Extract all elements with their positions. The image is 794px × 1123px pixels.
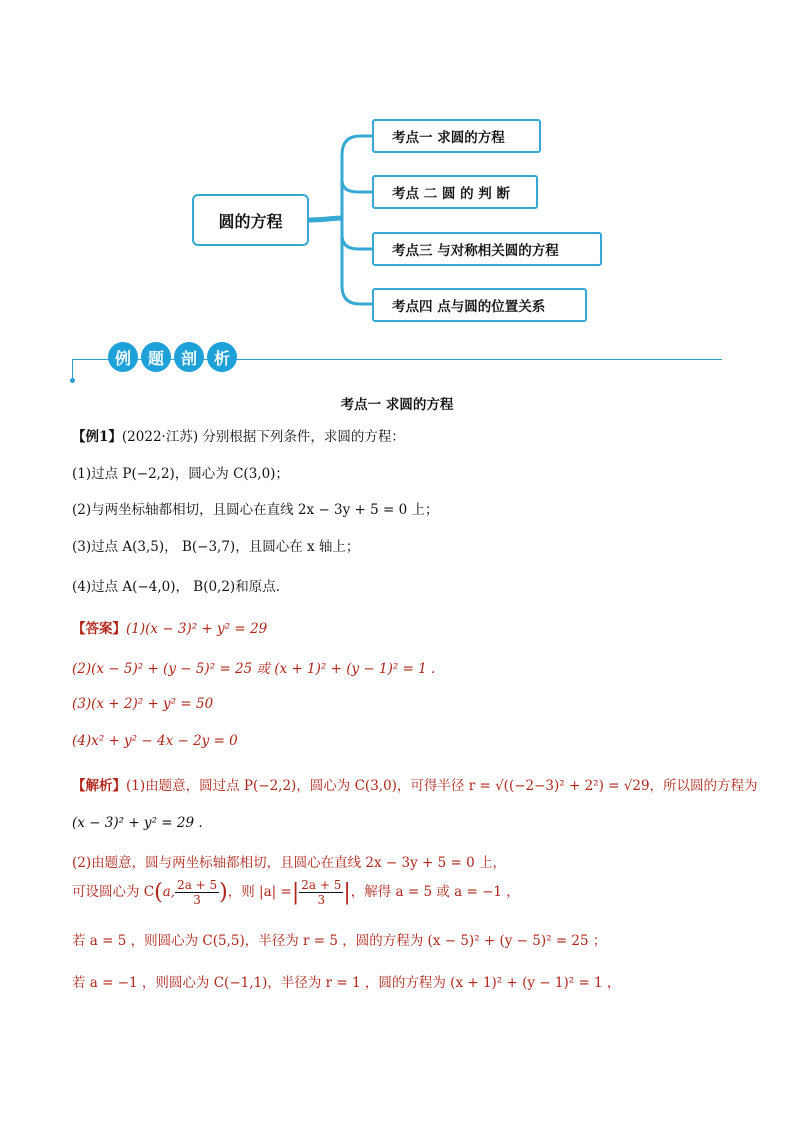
section-badge-3: 剖	[174, 342, 204, 372]
fraction-2-den: 3	[317, 893, 326, 907]
fraction-1	[175, 878, 219, 907]
fraction-2	[299, 878, 343, 907]
section-badge-1: 例	[108, 342, 138, 372]
analysis-text-4a: 可设圆心为 C	[72, 884, 155, 900]
analysis-text-4c: ，解得 a = 5 或 a = −1 ，	[350, 884, 520, 900]
fraction-1-num: 2a + 5	[177, 878, 218, 892]
example-item-3: (3)过点 A(3,5)， B(−3,7)，且圆心在 x 轴上；	[72, 539, 360, 555]
section-divider-dot	[70, 378, 75, 383]
example-item-4: (4)过点 A(−4,0)， B(0,2)和原点.	[72, 579, 280, 595]
answer-2: (2)(x − 5)² + (y − 5)² = 25 或 (x + 1)² + (y − 1)² = 1 .	[72, 661, 436, 677]
answer-line-2	[72, 657, 435, 677]
section-badges	[108, 342, 237, 372]
analysis-line-3: (2)由题意，圆与两坐标轴都相切，且圆心在直线 2x − 3y + 5 = 0 上，	[72, 855, 506, 871]
example-item-2: (2)与两坐标轴都相切，且圆心在直线 2x − 3y + 5 = 0 上；	[72, 502, 439, 518]
answer-1: (1)(x − 3)² + y² = 29	[126, 621, 268, 637]
mindmap-node-2: 考点 二 圆 的 判 断	[372, 175, 538, 209]
mindmap-root: 圆的方程	[192, 194, 309, 246]
mindmap-node-3: 考点三 与对称相关圆的方程	[372, 232, 602, 266]
analysis-line-1	[72, 774, 758, 794]
mindmap-node-4: 考点四 点与圆的位置关系	[372, 288, 587, 322]
answer-3: (3)(x + 2)² + y² = 50	[72, 696, 214, 712]
example-item-1: (1)过点 P(−2,2)，圆心为 C(3,0)；	[72, 466, 289, 482]
answer-line-1	[72, 617, 267, 637]
analysis-line-6: 若 a = −1 ，则圆心为 C(−1,1)，半径为 r = 1 ，圆的方程为 (x + 1)² + (y − 1)² = 1 ，	[72, 975, 621, 991]
fraction-2-num: 2a + 5	[301, 878, 342, 892]
answer-line-3	[72, 696, 213, 712]
fraction-1-den: 3	[193, 893, 201, 907]
analysis-text-4b: ，则 |a| =	[227, 884, 292, 900]
analysis-text-1: (1)由题意，圆过点 P(−2,2)，圆心为 C(3,0)，可得半径 r = √((−2−3)² + 2²) = √29，所以圆的方程为	[126, 778, 758, 794]
analysis-text-2: (x − 3)² + y² = 29 .	[72, 815, 203, 831]
analysis-line-2	[72, 815, 203, 831]
example-prompt: 分别根据下列条件，求圆的方程：	[202, 429, 405, 445]
mindmap-node-1: 考点一 求圆的方程	[372, 119, 541, 153]
answer-line-4	[72, 733, 238, 749]
section-badge-2: 题	[141, 342, 171, 372]
topic-title: 考点一 求圆的方程	[340, 397, 454, 413]
analysis-line-5: 若 a = 5 ，则圆心为 C(5,5)，半径为 r = 5 ，圆的方程为 (x − 5)² + (y − 5)² = 25 ；	[72, 933, 607, 949]
analysis-label: 【解析】	[72, 778, 126, 794]
example-source: (2022·江苏)	[121, 429, 199, 445]
answer-4: (4)x² + y² − 4x − 2y = 0	[72, 733, 238, 749]
answer-label: 【答案】	[72, 621, 126, 637]
section-badge-4: 析	[207, 342, 237, 372]
analysis-line-4: 可设圆心为 C(a, $\frac{2a + 5}{3}$ )，则 |a| =| $\frac{2a + 5}{3}$ |，解得 a = 5 或 a = −1 ，	[72, 878, 520, 907]
example-label: 【例1】	[72, 429, 122, 445]
example-heading	[72, 425, 405, 445]
